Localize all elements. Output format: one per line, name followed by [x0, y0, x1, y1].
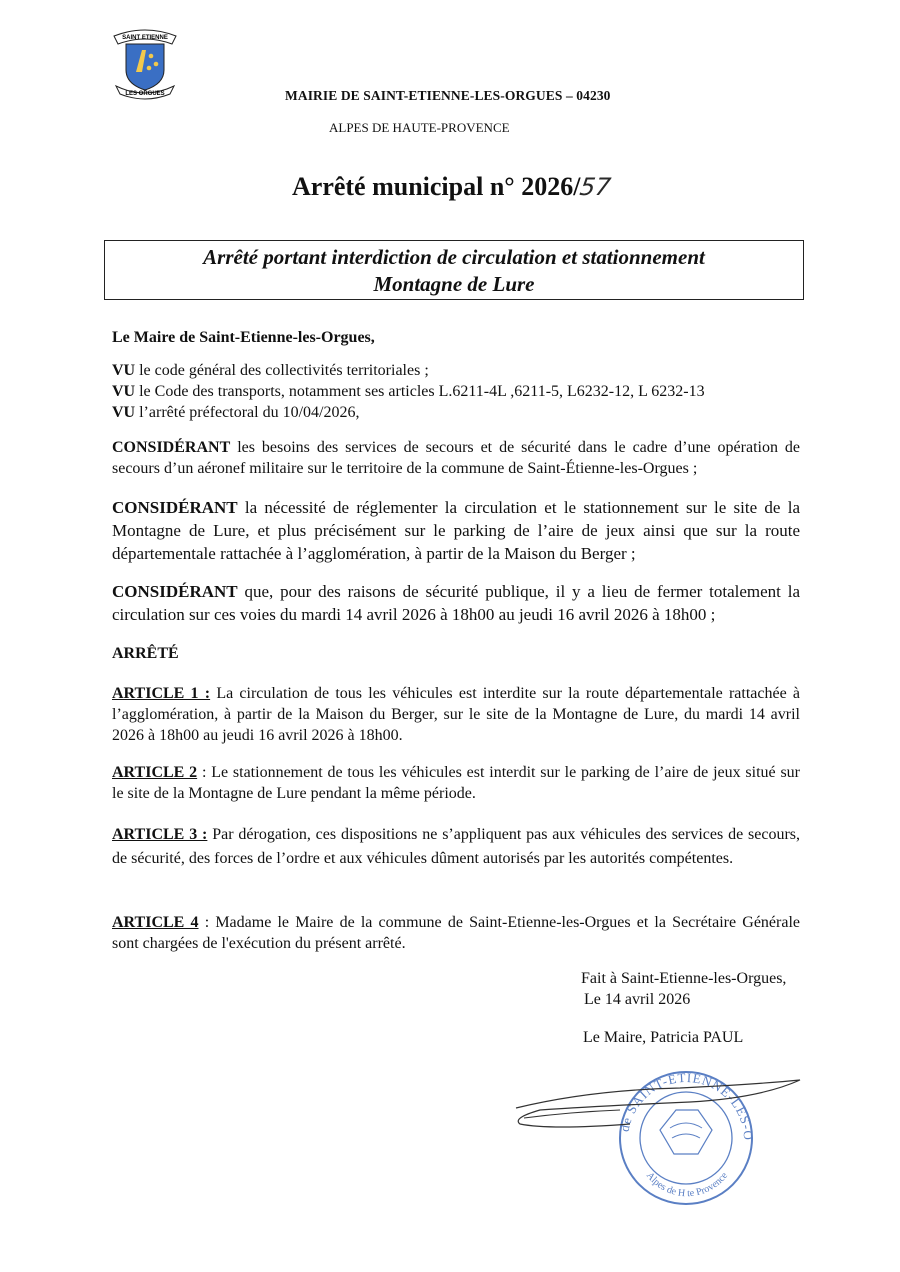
- municipal-coat-of-arms: [112, 22, 178, 102]
- signature-date: Le 14 avril 2026: [584, 991, 691, 1008]
- vu-line-3: [112, 402, 800, 423]
- considerant-label: CONSIDÉRANT: [112, 498, 238, 517]
- considerant-1-text: les besoins des services de secours et de sécurité dans le cadre d’une opération de secours d’un aéronef militaire sur le territoire de la commune de Saint-Étienne-les-Orgues ;: [112, 439, 800, 477]
- article-2-text: : Le stationnement de tous les véhicules est interdit sur le parking de l’aire de jeux situé sur le site de la Montagne de Lure pendant la même période.: [112, 764, 801, 802]
- vu-label: VU: [112, 362, 136, 379]
- signature-place: Fait à Saint-Etienne-les-Orgues,: [581, 970, 787, 987]
- article-3-text: Par dérogation, ces dispositions ne s’appliquent pas aux véhicules des services de secours, de sécurité, des forces de l’ordre et aux véhicules dûment autorisés par les autorités compétentes.: [112, 826, 801, 867]
- vu-text-3: l’arrêté préfectoral du 10/04/2026,: [135, 404, 360, 421]
- subject-box: [104, 240, 804, 300]
- vu-text-1: le code général des collectivités territoriales ;: [135, 362, 429, 379]
- vu-label: VU: [112, 383, 136, 400]
- article-1-text: La circulation de tous les véhicules est interdite sur la route départementale rattachée à l’agglomération, à partir de la Maison du Berger, sur le site de la Montagne de Lure, du mardi 14 avril 2026 à 18h00 au jeudi 16 avril 2026 à 18h00.: [112, 685, 800, 744]
- article-3-label: ARTICLE 3 :: [112, 826, 208, 843]
- article-1-label: ARTICLE 1 :: [112, 685, 211, 702]
- signer-name: Le Maire, Patricia PAUL: [583, 1029, 744, 1046]
- greeting: Le Maire de Saint-Etienne-les-Orgues,: [112, 329, 375, 346]
- vu-line-2: [112, 381, 800, 402]
- arrete-number-handwritten: 57: [578, 173, 613, 201]
- considerant-label: CONSIDÉRANT: [112, 582, 238, 601]
- stamp-text: de SAINT-ETIENNE-LES-O: [616, 1069, 757, 1142]
- stamp-region-text: Alpes de H te Provence: [643, 1170, 731, 1200]
- vu-label: VU: [112, 404, 136, 421]
- article-3: [112, 823, 800, 871]
- vu-line-1: [112, 360, 800, 381]
- arrete-title-prefix: Arrêté municipal n° 2026/: [292, 172, 581, 201]
- region-name: ALPES DE HAUTE-PROVENCE: [329, 120, 510, 135]
- article-2-label: ARTICLE 2: [112, 764, 198, 781]
- considerant-label: CONSIDÉRANT: [112, 439, 231, 456]
- considerant-3: [112, 580, 800, 626]
- article-4-text: : Madame le Maire de la commune de Saint-Etienne-les-Orgues et la Secrétaire Générale sont chargées de l'exécution du présent arrêté.: [112, 914, 801, 952]
- vu-block: [112, 360, 800, 423]
- subject-line-1: Arrêté portant interdiction de circulation et stationnement: [203, 245, 705, 269]
- official-stamp-and-signature: [510, 1058, 810, 1208]
- article-4: [112, 912, 800, 954]
- considerant-1: [112, 437, 800, 479]
- article-2: [112, 762, 800, 804]
- logo-top-text: SAINT ETIENNE: [122, 35, 168, 41]
- article-1: [112, 683, 800, 746]
- considerant-2-text: la nécessité de réglementer la circulation et le stationnement sur le site de la Montagne de Lure, et plus précisément sur le parking de l’aire de jeux ainsi que sur la route départementale rattachée à l’agglomération, à partir de la Maison du Berger ;: [112, 498, 800, 563]
- arrete-heading: ARRÊTÉ: [112, 645, 179, 662]
- logo-bottom-text: LES ORGUES: [125, 91, 165, 97]
- considerant-3-text: que, pour des raisons de sécurité publique, il y a lieu de fermer totalement la circulation sur ces voies du mardi 14 avril 2026 à 18h00 au jeudi 16 avril 2026 à 18h00 ;: [112, 582, 800, 624]
- subject-line-2: Montagne de Lure: [373, 272, 535, 296]
- vu-text-2: le Code des transports, notamment ses articles L.6211-4L ,6211-5, L6232-12, L 6232-13: [135, 383, 705, 400]
- mairie-name: MAIRIE DE SAINT-ETIENNE-LES-ORGUES – 04230: [285, 88, 611, 103]
- article-4-label: ARTICLE 4: [112, 914, 199, 931]
- considerant-2: [112, 496, 800, 565]
- arrete-title: [292, 172, 611, 202]
